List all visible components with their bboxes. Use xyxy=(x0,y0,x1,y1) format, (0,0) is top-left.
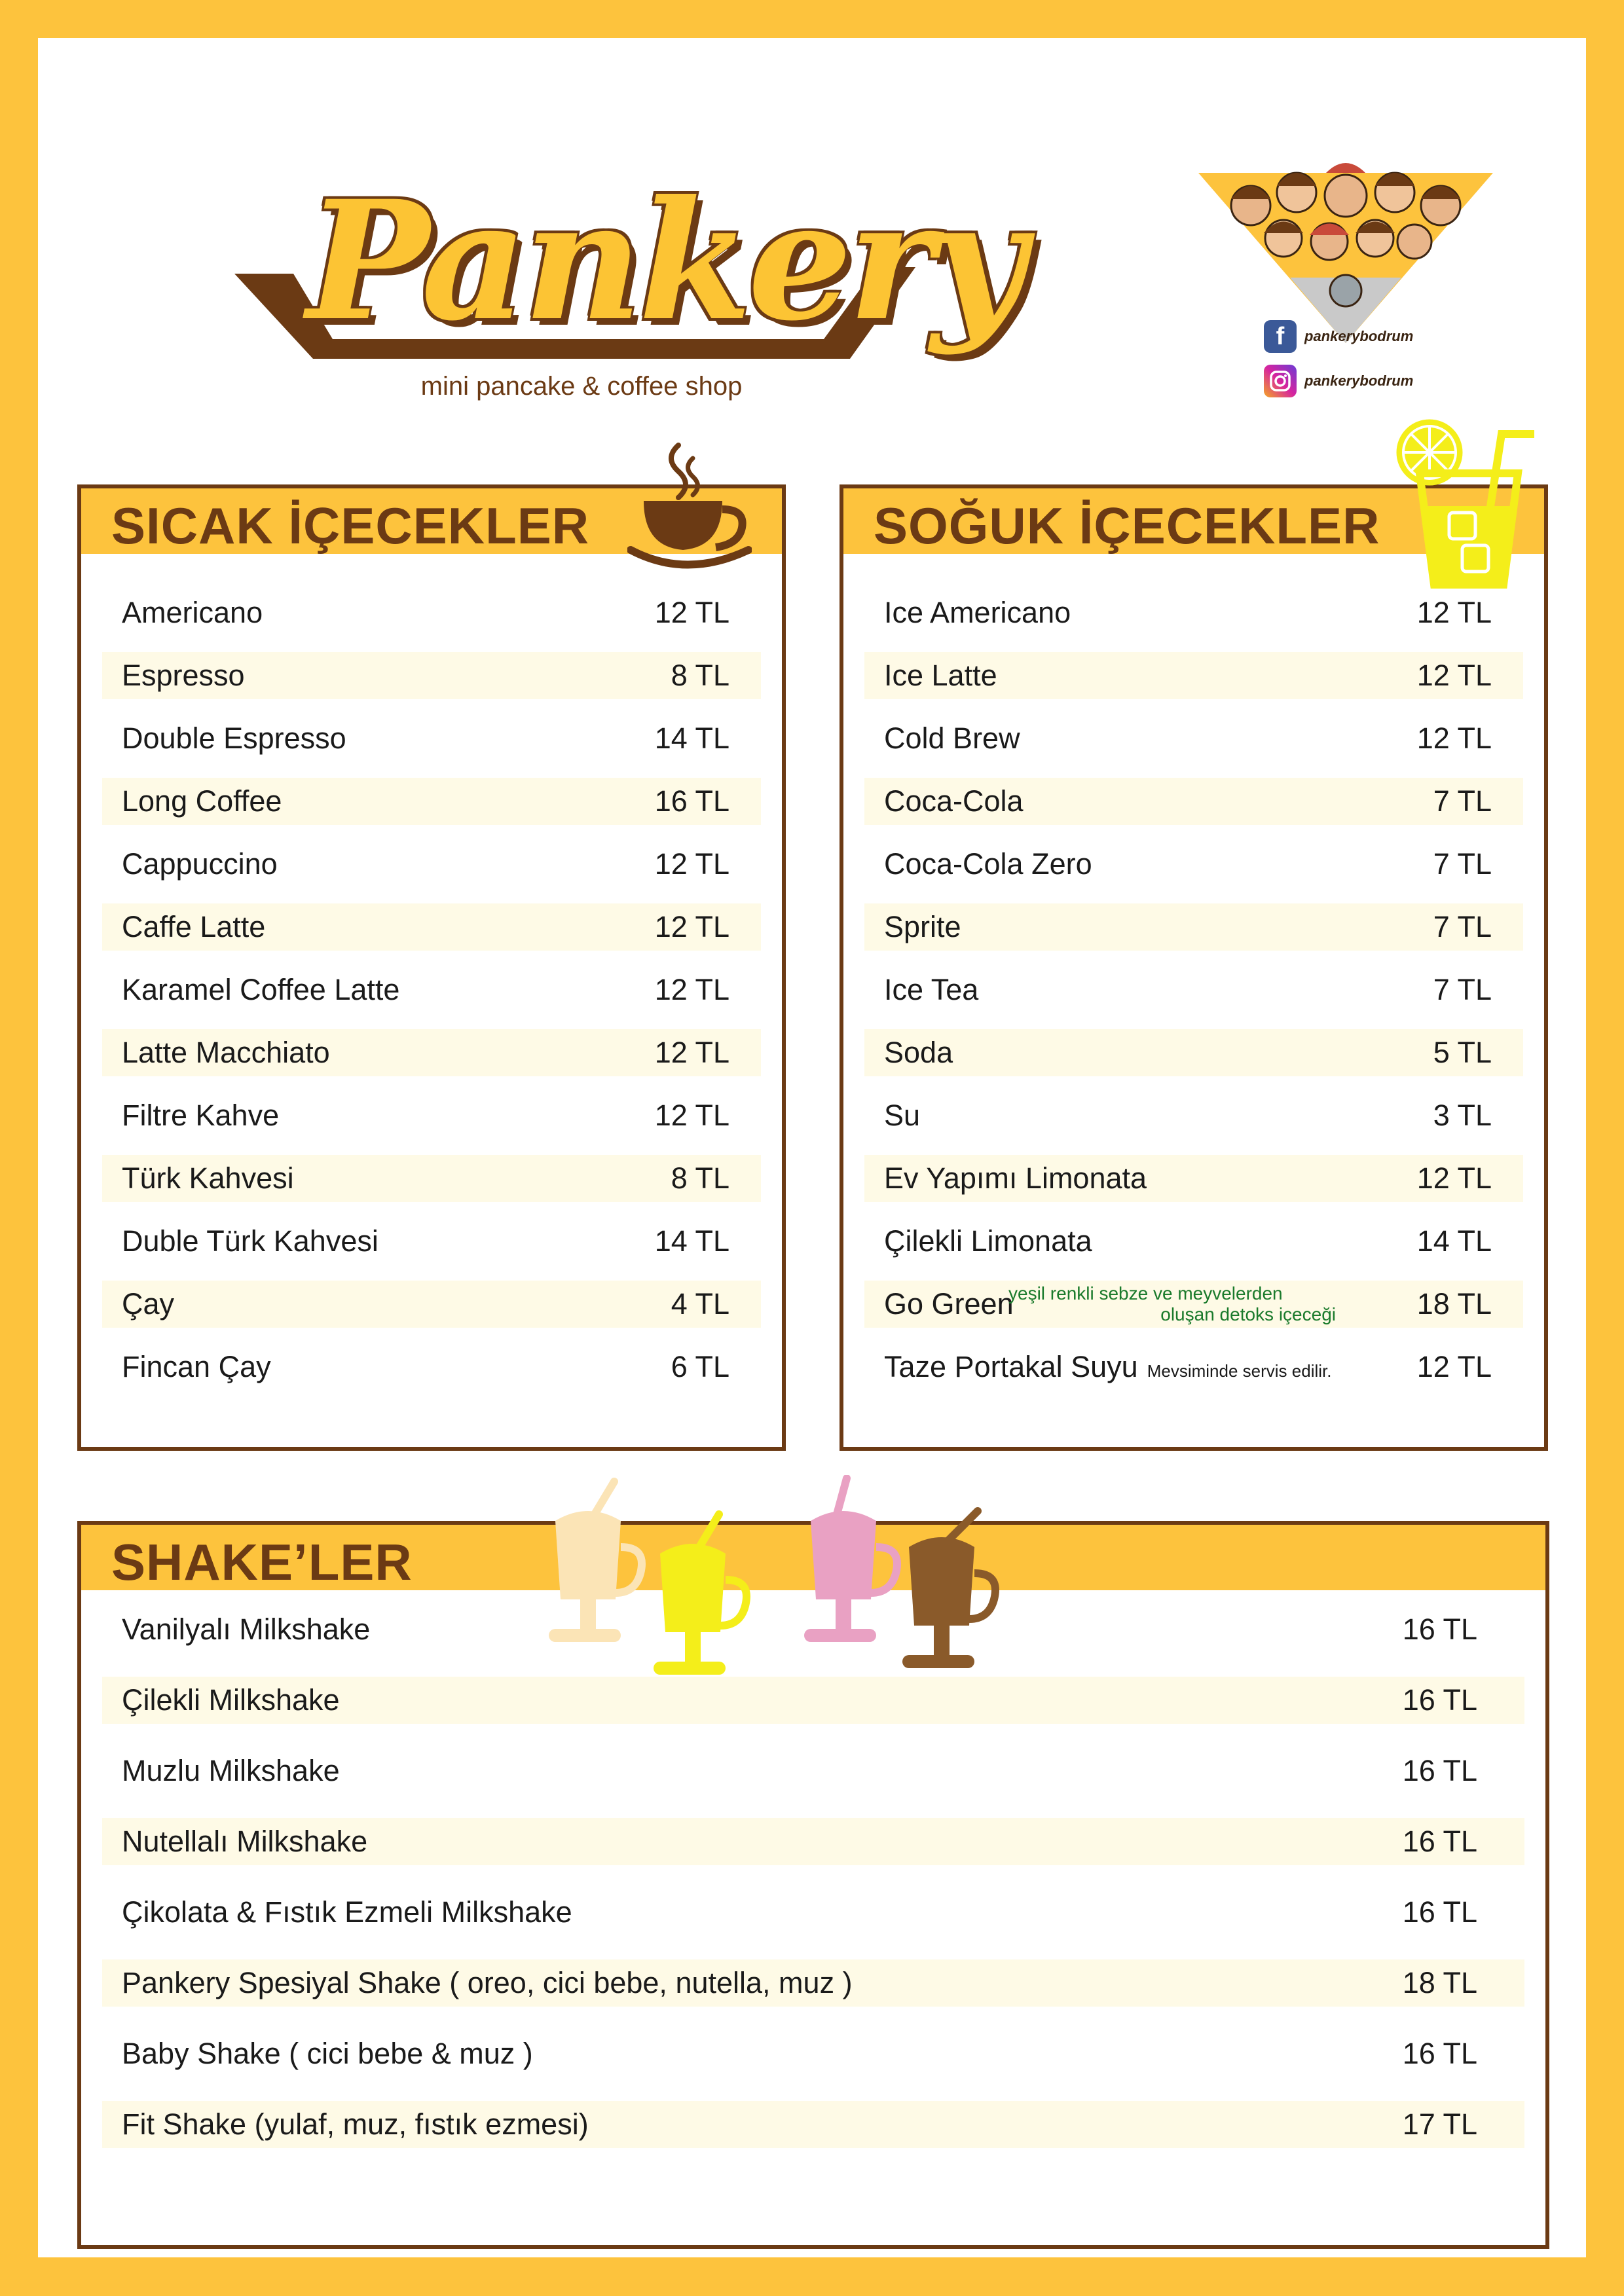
cold-drinks-list xyxy=(864,589,1523,1391)
menu-item-name: Double Espresso xyxy=(122,721,346,755)
section-title: SOĞUK İÇECEKLER xyxy=(874,497,1380,555)
row-spacer xyxy=(102,1013,761,1029)
row-spacer xyxy=(102,1795,1524,1818)
menu-item-name: Fincan Çay xyxy=(122,1350,271,1383)
coffee-cup-icon xyxy=(627,439,752,570)
facebook-handle: pankerybodrum xyxy=(1304,328,1414,344)
menu-item-row xyxy=(102,1959,1524,2007)
menu-item-name: Çikolata & Fıstık Ezmeli Milkshake xyxy=(122,1895,572,1929)
description-line: oluşan detoks içeceği xyxy=(1160,1304,1336,1324)
menu-item-name: Filtre Kahve xyxy=(122,1099,280,1132)
lemon-shake-glass xyxy=(654,1514,747,1675)
menu-item-row xyxy=(102,652,761,699)
menu-item-row xyxy=(102,1029,761,1076)
menu-item-name: Ice Latte xyxy=(884,659,997,692)
menu-item-price: 12 TL xyxy=(654,1099,729,1132)
menu-item-name: Karamel Coffee Latte xyxy=(122,973,400,1006)
row-spacer xyxy=(864,888,1523,903)
menu-item-name: Pankery Spesiyal Shake ( oreo, cici bebe, nutella, muz ) xyxy=(122,1966,853,1999)
row-spacer xyxy=(102,2007,1524,2030)
menu-item-row xyxy=(102,1092,761,1139)
menu-item-price: 17 TL xyxy=(1402,2107,1477,2141)
menu-item-name: Nutellalı Milkshake xyxy=(122,1825,368,1858)
menu-page xyxy=(38,38,1586,2257)
row-spacer xyxy=(102,1936,1524,1959)
row-spacer xyxy=(102,1865,1524,1889)
menu-item-row xyxy=(864,1281,1523,1328)
menu-item-row xyxy=(102,1343,761,1391)
menu-item-name: Çilekli Limonata xyxy=(884,1224,1092,1258)
instagram-icon xyxy=(1264,365,1297,397)
menu-item-price: 14 TL xyxy=(654,721,729,755)
menu-item-note: Mevsiminde servis edilir. xyxy=(1147,1361,1332,1381)
menu-item-price: 16 TL xyxy=(1402,1895,1477,1929)
menu-item-row xyxy=(864,1155,1523,1202)
menu-item-price: 12 TL xyxy=(654,596,729,629)
menu-item-row xyxy=(864,841,1523,888)
menu-item-price: 16 TL xyxy=(654,784,729,818)
row-spacer xyxy=(864,1202,1523,1218)
menu-item-name: Latte Macchiato xyxy=(122,1036,330,1069)
menu-item-name: Coca-Cola Zero xyxy=(884,847,1092,881)
menu-item-row xyxy=(102,966,761,1013)
menu-item-price: 18 TL xyxy=(1402,1966,1477,1999)
menu-item-row xyxy=(864,715,1523,762)
facebook-link[interactable] xyxy=(1264,320,1413,353)
menu-item-price: 14 TL xyxy=(1416,1224,1492,1258)
menu-item-price: 16 TL xyxy=(1402,2037,1477,2070)
menu-item-price: 12 TL xyxy=(654,973,729,1006)
hot-drinks-panel xyxy=(77,484,786,1451)
row-spacer xyxy=(102,636,761,652)
cold-drinks-panel xyxy=(840,484,1548,1451)
row-spacer xyxy=(102,1328,761,1343)
menu-item-row xyxy=(102,1218,761,1265)
menu-item-name: Caffe Latte xyxy=(122,910,266,943)
menu-item-price: 12 TL xyxy=(654,910,729,943)
menu-item-name: Americano xyxy=(122,596,263,629)
menu-item-price: 16 TL xyxy=(1402,1613,1477,1646)
menu-item-row xyxy=(864,903,1523,951)
menu-item-name: Fit Shake (yulaf, muz, fıstık ezmesi) xyxy=(122,2107,589,2141)
menu-item-price: 4 TL xyxy=(671,1287,729,1321)
logo-tagline: mini pancake & coffee shop xyxy=(420,372,743,401)
menu-item-price: 7 TL xyxy=(1433,784,1492,818)
row-spacer xyxy=(102,951,761,966)
menu-item-price: 16 TL xyxy=(1402,1825,1477,1858)
menu-item-price: 16 TL xyxy=(1402,1683,1477,1717)
menu-item-row xyxy=(102,1747,1524,1795)
brand-logo xyxy=(234,162,1022,418)
menu-item-name: Long Coffee xyxy=(122,784,282,818)
menu-item-name: Sprite xyxy=(884,910,961,943)
menu-item-price: 8 TL xyxy=(671,1161,729,1195)
row-spacer xyxy=(102,699,761,715)
row-spacer xyxy=(864,1265,1523,1281)
menu-item-price: 7 TL xyxy=(1433,847,1492,881)
hot-drinks-list xyxy=(102,589,761,1391)
menu-item-name: Türk Kahvesi xyxy=(122,1161,294,1195)
menu-item-name: Ev Yapımı Limonata xyxy=(884,1161,1147,1195)
menu-item-row xyxy=(102,2101,1524,2148)
menu-item-price: 8 TL xyxy=(671,659,729,692)
menu-item-price: 7 TL xyxy=(1433,910,1492,943)
menu-item-row xyxy=(864,1092,1523,1139)
menu-item-row xyxy=(864,1029,1523,1076)
menu-item-name: Ice Americano xyxy=(884,596,1071,629)
row-spacer xyxy=(864,951,1523,966)
menu-item-price: 12 TL xyxy=(1416,659,1492,692)
row-spacer xyxy=(864,699,1523,715)
menu-item-name: Ice Tea xyxy=(884,973,979,1006)
chocolate-shake-glass xyxy=(902,1511,995,1668)
menu-item-price: 12 TL xyxy=(1416,1350,1492,1383)
menu-item-row xyxy=(102,589,761,636)
menu-item-price: 7 TL xyxy=(1433,973,1492,1006)
section-title: SICAK İÇECEKLER xyxy=(111,497,590,555)
menu-item-row xyxy=(864,1218,1523,1265)
row-spacer xyxy=(864,1013,1523,1029)
description-line: yeşil renkli sebze ve meyvelerden xyxy=(1008,1283,1283,1303)
menu-item-row xyxy=(102,2030,1524,2077)
logo-wordmark: Pankery xyxy=(306,164,1022,357)
instagram-link[interactable] xyxy=(1264,365,1413,397)
menu-item-name: Duble Türk Kahvesi xyxy=(122,1224,378,1258)
facebook-icon: f xyxy=(1264,320,1297,353)
row-spacer xyxy=(864,1076,1523,1092)
section-title: SHAKE’LER xyxy=(111,1533,413,1591)
menu-item-name: Taze Portakal Suyu Mevsiminde servis edilir. xyxy=(884,1350,1332,1383)
menu-item-price: 12 TL xyxy=(1416,596,1492,629)
menu-item-price: 3 TL xyxy=(1433,1099,1492,1132)
menu-item-row xyxy=(102,1818,1524,1865)
menu-item-row xyxy=(864,966,1523,1013)
menu-item-row xyxy=(102,1889,1524,1936)
menu-item-name: Baby Shake ( cici bebe & muz ) xyxy=(122,2037,533,2070)
menu-item-price: 14 TL xyxy=(654,1224,729,1258)
menu-item-row xyxy=(864,589,1523,636)
menu-item-name: Çilekli Milkshake xyxy=(122,1683,340,1717)
menu-item-name: Muzlu Milkshake xyxy=(122,1754,340,1787)
row-spacer xyxy=(864,825,1523,841)
row-spacer xyxy=(102,1139,761,1155)
menu-item-price: 6 TL xyxy=(671,1350,729,1383)
menu-item-row xyxy=(864,652,1523,699)
row-spacer xyxy=(102,1265,761,1281)
row-spacer xyxy=(864,1328,1523,1343)
row-spacer xyxy=(102,1724,1524,1747)
row-spacer xyxy=(102,1076,761,1092)
menu-item-row xyxy=(864,778,1523,825)
row-spacer xyxy=(864,1139,1523,1155)
milkshake-glasses-icon xyxy=(542,1475,1014,1711)
vanilla-shake-glass xyxy=(549,1482,642,1642)
menu-item-price: 12 TL xyxy=(1416,721,1492,755)
menu-item-row xyxy=(102,903,761,951)
menu-item-row xyxy=(102,841,761,888)
menu-item-row xyxy=(102,1281,761,1328)
strawberry-shake-glass xyxy=(804,1478,897,1642)
row-spacer xyxy=(102,888,761,903)
menu-item-name: Go Green xyxy=(884,1287,1014,1321)
menu-item-name: Espresso xyxy=(122,659,245,692)
menu-item-row xyxy=(102,1155,761,1202)
menu-item-price: 12 TL xyxy=(654,847,729,881)
row-spacer xyxy=(102,2077,1524,2101)
menu-item-row xyxy=(102,715,761,762)
menu-item-price: 18 TL xyxy=(1416,1287,1492,1321)
menu-item-row xyxy=(102,778,761,825)
menu-item-name: Coca-Cola xyxy=(884,784,1024,818)
menu-item-name: Su xyxy=(884,1099,921,1132)
menu-item-name: Cold Brew xyxy=(884,721,1020,755)
lemonade-glass-icon xyxy=(1390,414,1547,591)
menu-item-price: 16 TL xyxy=(1402,1754,1477,1787)
row-spacer xyxy=(102,825,761,841)
menu-item-name: Çay xyxy=(122,1287,175,1321)
row-spacer xyxy=(864,762,1523,778)
instagram-handle: pankerybodrum xyxy=(1304,373,1414,389)
menu-item-price: 12 TL xyxy=(654,1036,729,1069)
row-spacer xyxy=(864,636,1523,652)
menu-item-price: 12 TL xyxy=(1416,1161,1492,1195)
menu-item-name: Soda xyxy=(884,1036,953,1069)
row-spacer xyxy=(102,762,761,778)
row-spacer xyxy=(102,1202,761,1218)
menu-item-name: Cappuccino xyxy=(122,847,278,881)
menu-item-row xyxy=(864,1343,1523,1391)
menu-item-price: 5 TL xyxy=(1433,1036,1492,1069)
menu-item-description xyxy=(1008,1283,1336,1325)
menu-item-name: Vanilyalı Milkshake xyxy=(122,1613,371,1646)
